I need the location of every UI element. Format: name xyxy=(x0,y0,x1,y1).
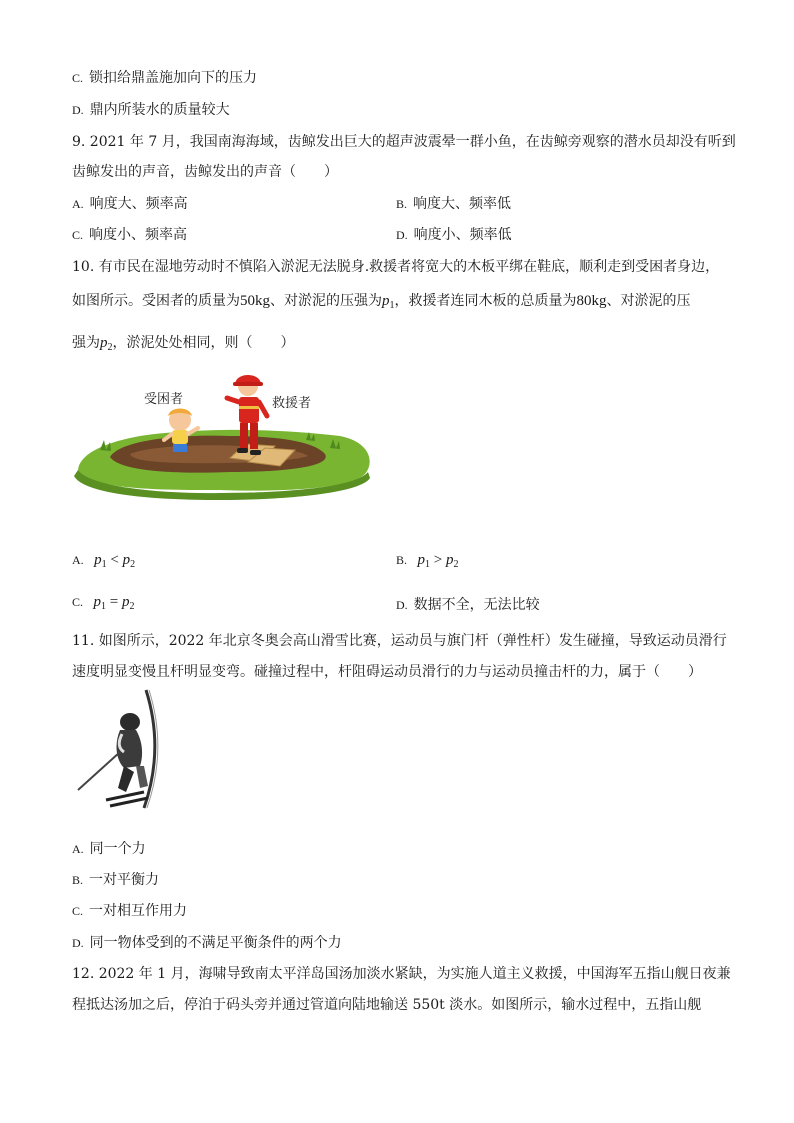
q8-option-c xyxy=(72,67,257,87)
q10-option-a xyxy=(72,552,135,570)
option-label: D. xyxy=(396,598,408,612)
text-segment: ，淤泥处处相同，则（ ） xyxy=(112,335,295,351)
option-label: C. xyxy=(72,71,84,85)
q9-stem-line1: 9. 2021 年 7 月，我国南海海域，齿鲸发出巨大的超声波震晕一群小鱼，在齿鲸旁观察的潜水员却没有听到 xyxy=(72,134,736,150)
q9-option-c xyxy=(72,224,187,244)
q10-stem-line2 xyxy=(72,290,691,311)
mud-rescue-figure xyxy=(70,362,375,512)
option-text: 一对平衡力 xyxy=(89,872,160,888)
option-text: 响度小、频率高 xyxy=(89,227,188,243)
skier-illustration xyxy=(74,688,160,820)
pressure-symbol: p xyxy=(382,293,390,309)
q9-option-d xyxy=(396,224,512,244)
comparison-operator: > xyxy=(429,552,446,568)
pressure-subscript: 1 xyxy=(424,559,430,570)
option-text: 数据不全，无法比较 xyxy=(413,597,540,613)
option-label: B. xyxy=(72,873,84,887)
option-label: C. xyxy=(72,595,84,609)
pressure-symbol: p xyxy=(100,335,108,351)
option-label: B. xyxy=(396,197,408,211)
q11-option-d xyxy=(72,932,342,952)
pressure-symbol: p xyxy=(94,552,102,568)
skier-figure xyxy=(74,688,160,820)
rescuer-label: 救援者 xyxy=(272,396,312,411)
q10-option-b xyxy=(396,552,458,570)
q11-option-b xyxy=(72,869,159,889)
option-text: 鼎内所装水的质量较大 xyxy=(89,102,230,118)
option-label: A. xyxy=(72,842,84,856)
pressure-subscript: 2 xyxy=(130,559,136,570)
option-text: 响度小、频率低 xyxy=(413,227,512,243)
option-label: C. xyxy=(72,228,84,242)
pressure-symbol: p xyxy=(445,552,454,568)
q10-stem-line3 xyxy=(72,332,295,353)
pressure-subscript: 2 xyxy=(107,342,113,353)
option-text: 同一物体受到的不满足平衡条件的两个力 xyxy=(89,935,342,951)
mass-value: 50kg xyxy=(240,293,270,309)
option-text: 锁扣给鼎盖施加向下的压力 xyxy=(89,70,258,86)
mass-value: 80kg xyxy=(576,293,607,309)
text-segment: 、对淤泥的压 xyxy=(606,293,691,309)
q11-option-a xyxy=(72,838,146,858)
comparison-operator: = xyxy=(105,594,122,610)
q11-stem-line1: 11. 如图所示，2022 年北京冬奥会高山滑雪比赛，运动员与旗门杆（弹性杆）发生碰撞，导致运动员滑行 xyxy=(72,633,727,649)
option-label: D. xyxy=(72,936,84,950)
pressure-symbol: p xyxy=(122,552,131,568)
pressure-subscript: 1 xyxy=(100,601,106,612)
q10-option-c xyxy=(72,594,134,612)
text-segment: 强为 xyxy=(72,335,100,351)
option-text: 响度大、频率高 xyxy=(89,196,188,212)
pressure-subscript: 2 xyxy=(129,601,135,612)
pressure-subscript: 1 xyxy=(101,559,107,570)
q12-stem-line2: 程抵达汤加之后，停泊于码头旁并通过管道向陆地输送 550t 淡水。如图所示，输水过程中，五指山舰 xyxy=(72,997,702,1013)
text-segment: 如图所示。受困者的质量为 xyxy=(72,293,240,309)
q9-option-b xyxy=(396,193,511,213)
option-text: 响度大、频率低 xyxy=(413,196,512,212)
q10-stem-line1: 10. 有市民在湿地劳动时不慎陷入淤泥无法脱身.救援者将宽大的木板平绑在鞋底，顺利走到受困者身边， xyxy=(72,259,720,275)
option-label: B. xyxy=(396,553,408,567)
victim-label: 受困者 xyxy=(144,392,184,407)
comparison-operator: < xyxy=(106,552,123,568)
q12-stem-line1: 12. 2022 年 1 月，海啸导致南太平洋岛国汤加淡水紧缺，为实施人道主义救援，中国海军五指山舰日夜兼 xyxy=(72,966,731,982)
pressure-subscript: 2 xyxy=(453,559,459,570)
q9-stem-line2: 齿鲸发出的声音，齿鲸发出的声音（ ） xyxy=(72,164,338,180)
q8-option-d xyxy=(72,99,230,119)
pressure-symbol: p xyxy=(121,594,130,610)
option-label: C. xyxy=(72,904,84,918)
mud-rescue-illustration xyxy=(70,362,375,512)
q11-option-c xyxy=(72,900,187,920)
q11-stem-line2: 速度明显变慢且杆明显变弯。碰撞过程中，杆阻碍运动员滑行的力与运动员撞击杆的力，属于（ ） xyxy=(72,664,702,680)
text-segment: ，救援者连同木板的总质量为 xyxy=(394,293,577,309)
q10-option-d xyxy=(396,594,540,614)
pressure-subscript: 1 xyxy=(389,300,395,311)
q9-option-a xyxy=(72,193,188,213)
text-segment: 、对淤泥的压强为 xyxy=(270,293,382,309)
option-text: 一对相互作用力 xyxy=(89,903,188,919)
pressure-symbol: p xyxy=(417,552,425,568)
option-label: D. xyxy=(396,228,408,242)
option-label: D. xyxy=(72,103,84,117)
option-label: A. xyxy=(72,553,84,567)
option-label: A. xyxy=(72,197,84,211)
option-text: 同一个力 xyxy=(89,841,146,857)
pressure-symbol: p xyxy=(93,594,101,610)
